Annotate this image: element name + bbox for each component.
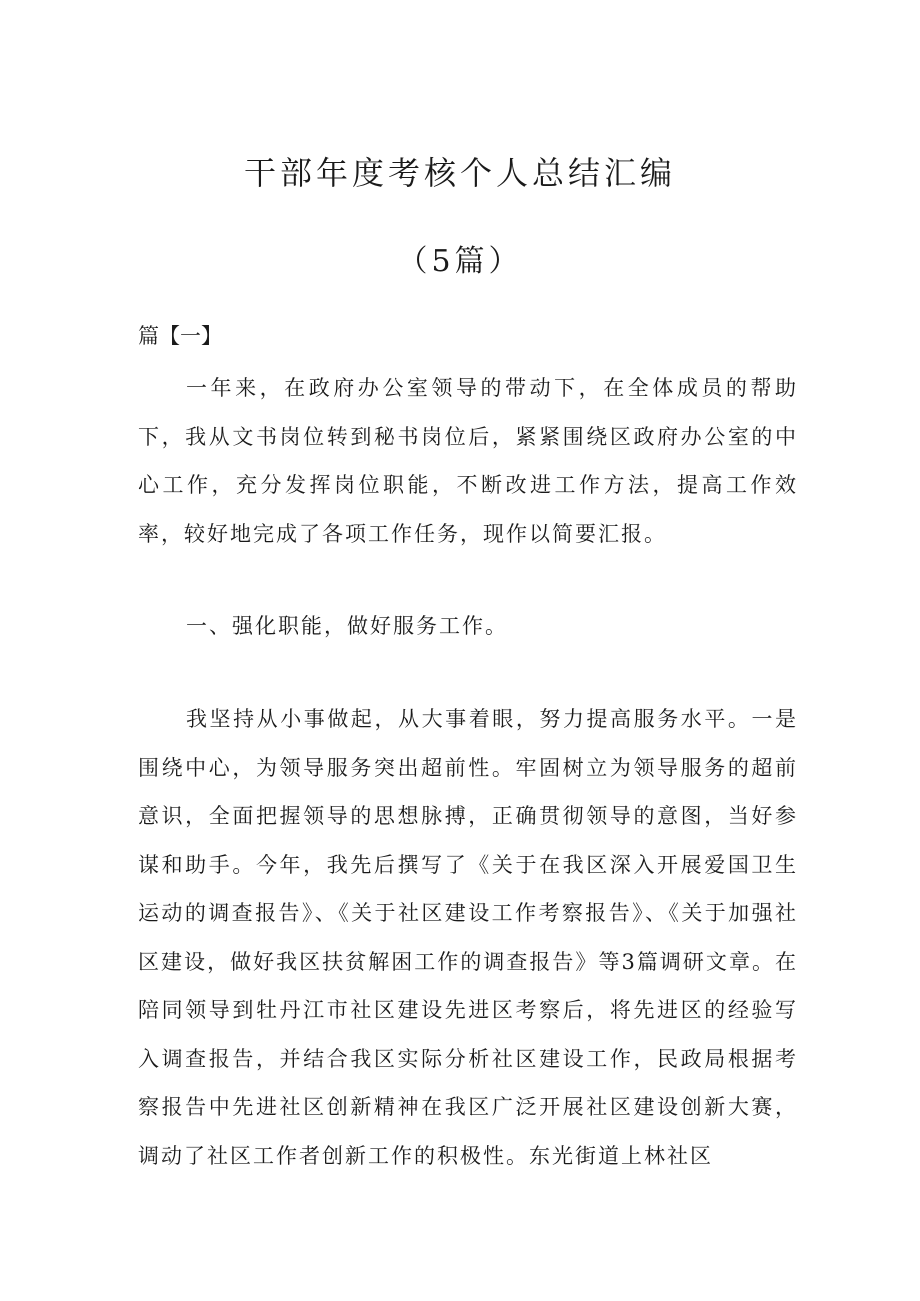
document-subtitle: （5篇） [397,244,523,279]
section-label: 篇【一】 [138,324,222,348]
document-title: 干部年度考核个人总结汇编 [243,154,676,192]
intro-paragraph: 一年来，在政府办公室领导的带动下，在全体成员的帮助下，我从文书岗位转到秘书岗位后，紧紧围绕区政府办公室的中心工作，充分发挥岗位职能，不断改进工作方法，提高工作效率，较好地完成了各项工作任务，现作以简要汇报。 [138,376,798,546]
body-paragraph: 我坚持从小事做起，从大事着眼，努力提高服务水平。一是围绕中心，为领导服务突出超前性。牢固树立为领导服务的超前意识，全面把握领导的思想脉搏，正确贯彻领导的意图，当好参谋和助手。今年，我先后撰写了《关于在我区深入开展爱国卫生运动的调查报告》、《关于社区建设工作考察报告》、《关于加强社区建设，做好我区扶贫解困工作的调查报告》等3篇调研文章。在陪同领导到牡丹江市社区建设先进区考察后，将先进区的经验写入调查报告，并结合我区实际分析社区建设工作，民政局根据考察报告中先进社区创新精神在我区广泛开展社区建设创新大赛，调动了社区工作者创新工作的积极性。东光街道上林社区 [138,707,798,1168]
section-heading: 一、强化职能，做好服务工作。 [186,614,508,638]
